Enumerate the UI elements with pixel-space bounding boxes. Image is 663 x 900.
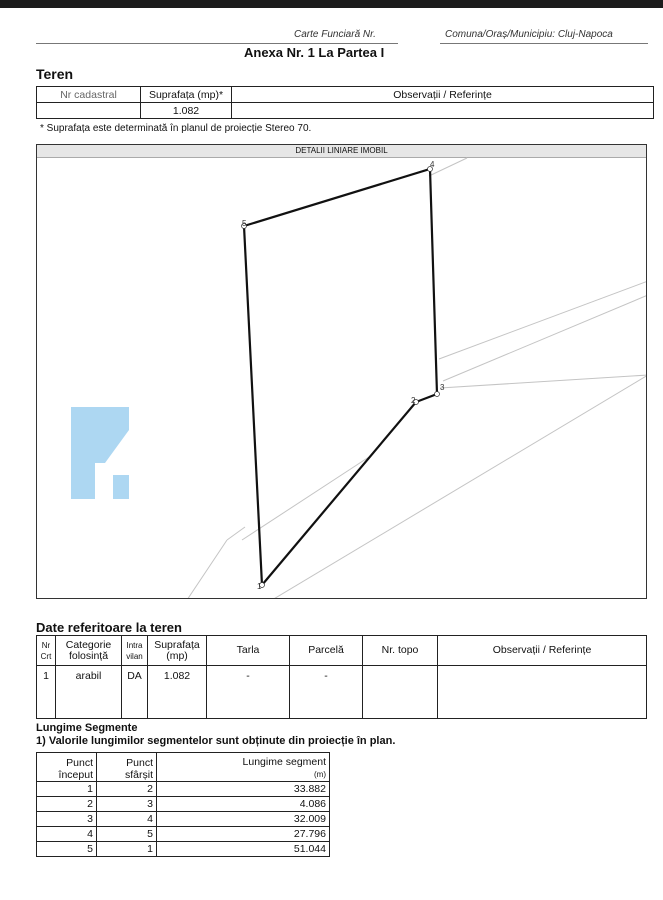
- teren-table-header: [37, 87, 654, 103]
- date-referitoare-row: [37, 666, 647, 719]
- cell-suprafata-mp: 1.082: [148, 666, 207, 719]
- cell-parcela: -: [290, 666, 363, 719]
- col-suprafata-mp: Suprafața (mp): [148, 636, 207, 666]
- col-punct-sfarsit: Punct sfârșit: [97, 753, 157, 782]
- parcel-outline: [244, 169, 437, 585]
- carte-funciara-line: [36, 43, 398, 44]
- segment-row: [37, 782, 330, 797]
- cell-nr-topo: [363, 666, 438, 719]
- col-intravilan: Intra vilan: [122, 636, 148, 666]
- cell-intravilan: DA: [122, 666, 148, 719]
- vertex-markers: [242, 167, 440, 588]
- segment-length: 51.044: [157, 842, 330, 857]
- col-punct-inceput: Punct început: [37, 753, 97, 782]
- locality-label: Comuna/Oraș/Municipiu: Cluj-Napoca: [445, 29, 613, 40]
- neighbour-lines: [187, 158, 647, 599]
- col-suprafata: Suprafața (mp)*: [141, 87, 232, 103]
- teren-table: [36, 86, 654, 119]
- point-label-4: 4: [430, 160, 435, 169]
- point-label-2: 2: [411, 396, 416, 405]
- date-referitoare-header: [37, 636, 647, 666]
- cell-nr-crt: 1: [37, 666, 56, 719]
- plot-drawing: [36, 144, 647, 599]
- segment-length: 32.009: [157, 812, 330, 827]
- cell-nr-cadastral: [37, 103, 141, 119]
- segment-end: 4: [97, 812, 157, 827]
- segment-table: [36, 752, 330, 857]
- point-label-1: 1: [257, 582, 262, 591]
- point-label-5: 5: [242, 219, 247, 228]
- segment-end: 3: [97, 797, 157, 812]
- col-lungime: [157, 753, 330, 782]
- col-lungime-label: Lungime segment: [242, 756, 326, 768]
- cell-observatii: [232, 103, 654, 119]
- segment-end: 5: [97, 827, 157, 842]
- segment-start: 5: [37, 842, 97, 857]
- segment-table-header: [37, 753, 330, 782]
- segment-start: 4: [37, 827, 97, 842]
- segment-end: 2: [97, 782, 157, 797]
- date-referitoare-table: [36, 635, 647, 719]
- lungime-note: 1) Valorile lungimilor segmentelor sunt obținute din proiecție în plan.: [36, 735, 396, 747]
- segment-row: [37, 797, 330, 812]
- segment-start: 3: [37, 812, 97, 827]
- segment-row: [37, 812, 330, 827]
- col-nr-topo: Nr. topo: [363, 636, 438, 666]
- segment-start: 2: [37, 797, 97, 812]
- top-bar: [0, 0, 663, 8]
- col-parcela: Parcelă: [290, 636, 363, 666]
- locality-line: [440, 43, 648, 44]
- date-referitoare-heading: Date referitoare la teren: [36, 620, 182, 635]
- teren-heading: Teren: [36, 66, 74, 82]
- cell-suprafata: 1.082: [141, 103, 232, 119]
- anexa-title: Anexa Nr. 1 La Partea I: [244, 45, 385, 60]
- segment-length: 27.796: [157, 827, 330, 842]
- col-nr-crt: Nr Crt: [37, 636, 56, 666]
- col-observatii-ref: Observații / Referințe: [438, 636, 647, 666]
- lungime-heading: Lungime Segmente: [36, 722, 138, 734]
- col-nr-cadastral: Nr cadastral: [37, 87, 141, 103]
- cell-tarla: -: [207, 666, 290, 719]
- cell-observatii-ref: [438, 666, 647, 719]
- segment-start: 1: [37, 782, 97, 797]
- drawing-title: DETALII LINIARE IMOBIL: [37, 145, 646, 158]
- segment-row: [37, 827, 330, 842]
- plot-svg: [37, 145, 647, 599]
- col-categorie: Categorie folosință: [56, 636, 122, 666]
- watermark-logo: [71, 407, 129, 499]
- col-observatii: Observații / Referințe: [232, 87, 654, 103]
- segment-end: 1: [97, 842, 157, 857]
- teren-table-row: [37, 103, 654, 119]
- segment-length: 33.882: [157, 782, 330, 797]
- segment-row: [37, 842, 330, 857]
- col-tarla: Tarla: [207, 636, 290, 666]
- segment-length: 4.086: [157, 797, 330, 812]
- col-lungime-unit: (m): [314, 770, 326, 779]
- carte-funciara-label: Carte Funciară Nr.: [294, 29, 376, 40]
- cell-categorie: arabil: [56, 666, 122, 719]
- stereo-note: * Suprafața este determinată în planul de proiecție Stereo 70.: [40, 123, 312, 134]
- point-label-3: 3: [440, 383, 445, 392]
